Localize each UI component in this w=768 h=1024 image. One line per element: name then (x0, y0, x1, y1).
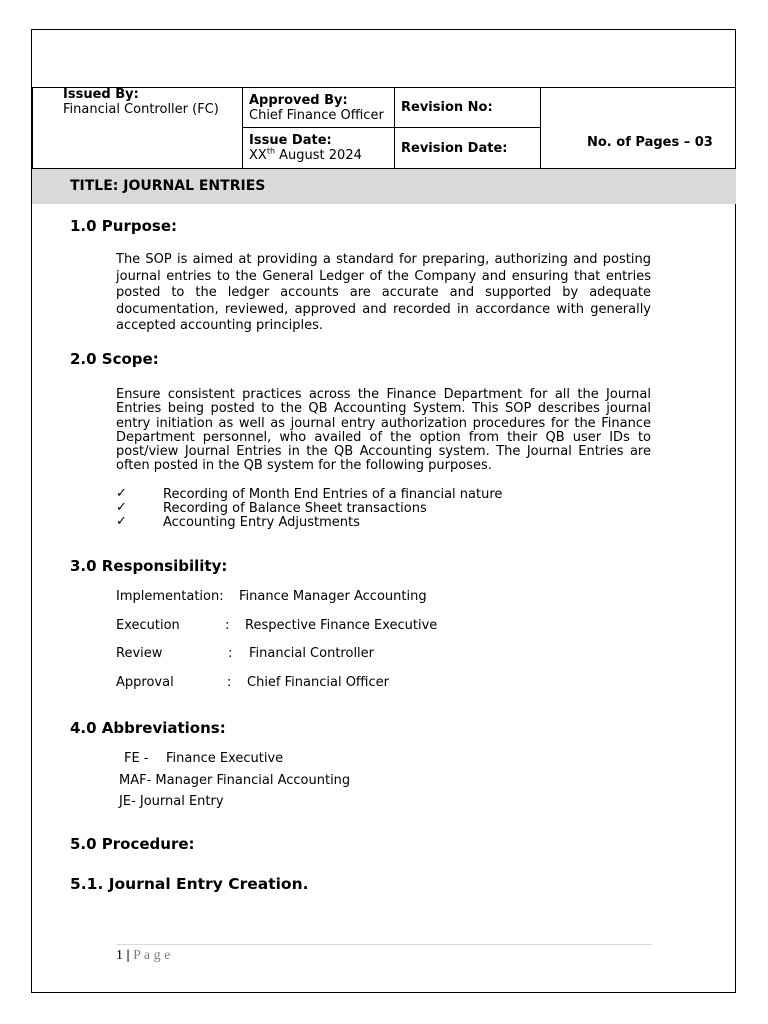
issue-date-label: Issue Date: (249, 133, 332, 148)
document-title: TITLE: JOURNAL ENTRIES (70, 178, 266, 194)
header-row-divider (242, 127, 540, 128)
responsibility-heading: 3.0 Responsibility: (70, 557, 228, 575)
footer-divider (116, 944, 652, 945)
header-left-border (32, 87, 33, 169)
revision-date-label: Revision Date: (401, 141, 508, 156)
responsibility-separator: : (225, 618, 230, 633)
header-divider-2 (394, 87, 395, 169)
scope-heading: 2.0 Scope: (70, 350, 159, 368)
procedure-heading: 5.0 Procedure: (70, 835, 195, 853)
check-icon: ✓ (116, 500, 127, 515)
pages-count: No. of Pages – 03 (587, 135, 713, 150)
abbreviation-item: MAF- Manager Financial Accounting (119, 773, 351, 788)
abbreviation-item: JE- Journal Entry (119, 794, 224, 809)
check-icon: ✓ (116, 486, 127, 501)
issued-by-value: Financial Controller (FC) (63, 102, 219, 117)
procedure-subheading: 5.1. Journal Entry Creation. (70, 875, 309, 893)
responsibility-role: Execution (116, 618, 180, 633)
responsibility-role: Approval (116, 675, 174, 690)
approved-by-value: Chief Finance Officer (249, 108, 384, 123)
header-divider-1 (242, 87, 243, 169)
responsibility-role: Review (116, 646, 163, 661)
responsibility-separator: : (228, 646, 233, 661)
page-footer: 1 | P a g e (116, 948, 171, 963)
purpose-heading: 1.0 Purpose: (70, 217, 178, 235)
abbreviation-term: FE - (124, 751, 149, 766)
revision-no-label: Revision No: (401, 100, 493, 115)
purpose-text: The SOP is aimed at providing a standard for preparing, authorizing and posting journal entries to the General Ledger of the Company and ensuring that entries posted to the ledger accounts are accurate and supported by adequate documentation, reviewed, approved and recorded in accordance with generally accepted accounting principles. (116, 252, 651, 333)
approved-by-label: Approved By: (249, 93, 348, 108)
scope-item: Recording of Month End Entries of a financial nature (163, 487, 503, 502)
abbreviation-definition: Finance Executive (166, 751, 284, 766)
scope-item: Accounting Entry Adjustments (163, 515, 360, 530)
scope-text: Ensure consistent practices across the Finance Department for all the Journal Entries being posted to the QB Accounting System. This SOP describes journal entry initiation as well as journal entry authorization procedures for the Finance Department personnel, who availed of the option from their QB user IDs to post/view Journal Entries in the QB Accounting system. The Journal Entries are often posted in the QB system for the following purposes. (116, 387, 651, 474)
responsibility-value: Finance Manager Accounting (239, 589, 427, 604)
abbreviations-heading: 4.0 Abbreviations: (70, 719, 226, 737)
responsibility-value: Respective Finance Executive (245, 618, 438, 633)
responsibility-role: Implementation: (116, 589, 224, 604)
responsibility-value: Financial Controller (249, 646, 375, 661)
issue-date-value: XXth August 2024 (249, 146, 362, 163)
check-icon: ✓ (116, 514, 127, 529)
responsibility-separator: : (227, 675, 232, 690)
scope-item: Recording of Balance Sheet transactions (163, 501, 427, 516)
responsibility-value: Chief Financial Officer (247, 675, 389, 690)
header-divider-3 (540, 87, 541, 169)
issued-by-label: Issued By: (63, 87, 139, 102)
